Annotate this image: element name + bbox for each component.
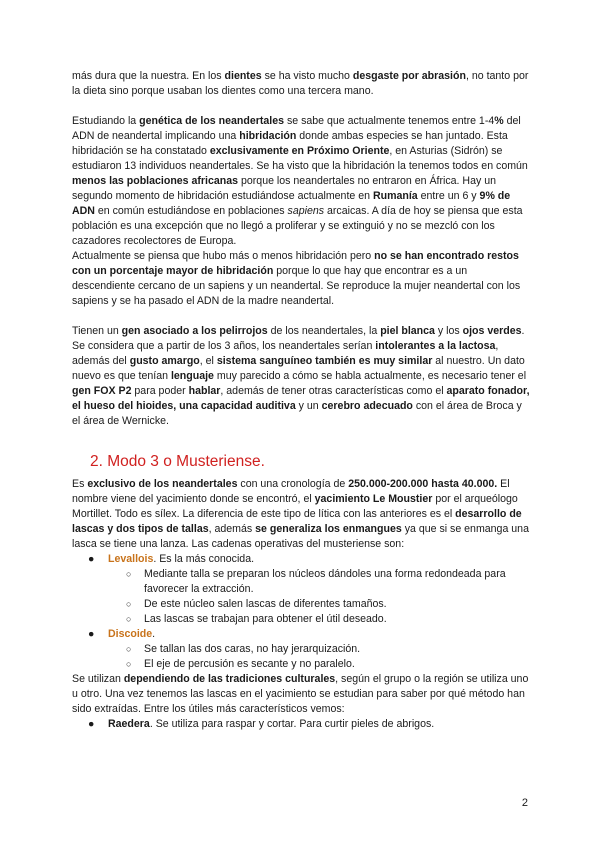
bullet-icon: ● <box>88 553 95 565</box>
bullet-icon: ● <box>88 718 95 730</box>
list-subitem: ○ Las lascas se trabajan para obtener el útil deseado. <box>126 613 387 625</box>
list-item-levallois: ● Levallois. Es la más conocida. <box>88 553 255 565</box>
page-number: 2 <box>521 797 528 809</box>
list-subitem: ○ El eje de percusión es secante y no paralelo. <box>126 658 355 670</box>
circle-bullet-icon: ○ <box>126 569 132 579</box>
operative-chains-list <box>72 552 530 672</box>
paragraph-musteriense: Es exclusivo de los neandertales con una cronología de 250.000-200.000 hasta 40.000. El nombre viene del yacimiento donde se encontró, el yacimiento Le Moustier por el arqueólogo Mortillet. Todo es sílex. La diferencia de este tipo de lítica con las anteriores es el desarrollo de lascas y dos tipos de tallas, además se generaliza los enmangues ya que si se enmanga una lasca se tiene una lanza. Las cadenas operativas del musteriense son: <box>72 478 529 550</box>
document-page <box>72 69 530 732</box>
list-subitem: ○ Mediante talla se preparan los núcleos dándoles una forma redondeada para favorecer la extracción. <box>126 568 506 595</box>
list-item-discoide: ● Discoide. <box>88 628 156 640</box>
paragraph-genetica: Estudiando la genética de los neandertales se sabe que actualmente tenemos entre 1-4% del ADN de neandertal implicando una hibridación donde ambas especies se han juntado. Esta hibridación se ha constatado exclusivamente en Próximo Oriente, en Asturias (Sidrón) se estudiaron 13 individuos neandertales. Se ha visto que la hibridación la tenemos todos en común menos las poblaciones africanas porque los neandertales no entraron en África. Hay un segundo momento de hibridación estudiándose actualmente en Rumanía entre un 6 y 9% de ADN en común estudiándose en poblaciones sapiens arcaicas. A día de hoy se piensa que esta población es una excepción que no llegó a proliferar y se extinguió y no se mezcló con los cazadores recolectores de Europa. <box>72 115 528 247</box>
tools-list <box>72 717 530 732</box>
circle-bullet-icon: ○ <box>126 644 132 654</box>
list-subitem: ○ De este núcleo salen lascas de diferentes tamaños. <box>126 598 387 610</box>
circle-bullet-icon: ○ <box>126 614 132 624</box>
bullet-icon: ● <box>88 628 95 640</box>
paragraph-hibridacion: Actualmente se piensa que hubo más o menos hibridación pero no se han encontrado restos con un porcentaje mayor de hibridación porque lo que hay que encontrar es a un descendiente cercano de un sapiens y un neandertal. Se reproduce la mujer neandertal con los sapiens y se ha pasado el ADN de la madre neandertal. <box>72 250 521 307</box>
section-heading: 2. Modo 3 o Musteriense. <box>90 453 265 470</box>
circle-bullet-icon: ○ <box>126 599 132 609</box>
paragraph-dientes: más dura que la nuestra. En los dientes se ha visto mucho desgaste por abrasión, no tanto por la dieta sino porque usaban los dientes como una tercera mano. <box>72 70 529 97</box>
list-item-raedera: ● Raedera. Se utiliza para raspar y cortar. Para curtir pieles de abrigos. <box>88 718 435 730</box>
paragraph-tradiciones: Se utilizan dependiendo de las tradiciones culturales, según el grupo o la región se utiliza uno u otro. Una vez tenemos las lascas en el yacimiento se estudian para saber por qué método han sido extraídas. Entre los útiles más característicos vemos: <box>72 673 529 715</box>
circle-bullet-icon: ○ <box>126 659 132 669</box>
list-subitem: ○ Se tallan las dos caras, no hay jerarquización. <box>126 643 361 655</box>
paragraph-rasgos: Tienen un gen asociado a los pelirrojos de los neandertales, la piel blanca y los ojos verdes. Se considera que a partir de los 3 años, los neandertales serían intolerantes a la lactosa, además del gusto amargo, el sistema sanguíneo también es muy similar al nuestro. Un dato nuevo es que tenían lenguaje muy parecido a cómo se habla actualmente, es necesario tener el gen FOX P2 para poder hablar, además de tener otras características como el aparato fonador, el hueso del hioides, una capacidad auditiva y un cerebro adecuado con el área de Broca y el área de Wernicke. <box>72 325 530 427</box>
